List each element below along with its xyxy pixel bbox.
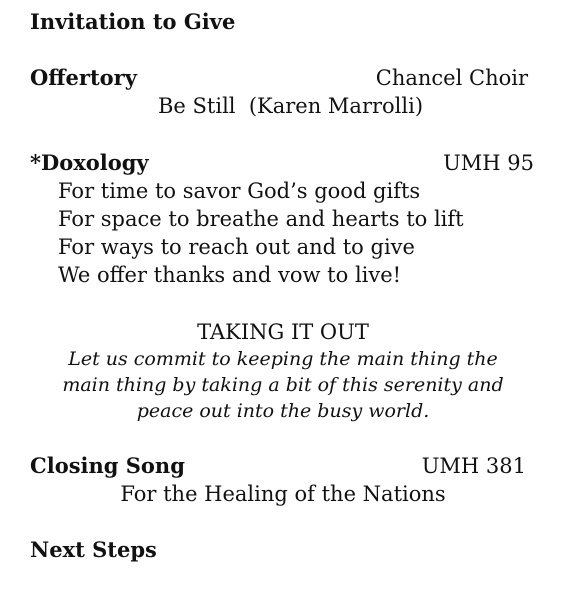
taking-it-out-title: TAKING IT OUT <box>197 320 369 344</box>
invitation-heading: Invitation to Give <box>30 9 236 34</box>
next-steps-heading: Next Steps <box>30 537 157 562</box>
taking-it-out-line: main thing by taking a bit of this serenity and <box>62 374 504 396</box>
doxology-line: For space to breathe and hearts to lift <box>58 207 464 231</box>
offertory-performer: Chancel Choir <box>375 66 528 90</box>
closing-song-heading: Closing Song <box>30 453 185 478</box>
taking-it-out-line: Let us commit to keeping the main thing the <box>68 348 498 370</box>
doxology-hymn-ref: UMH 95 <box>443 151 534 175</box>
closing-song-title: For the Healing of the Nations <box>120 482 446 506</box>
offertory-piece: Be Still (Karen Marrolli) <box>158 94 424 118</box>
doxology-line: We offer thanks and vow to live! <box>58 263 402 287</box>
offertory-heading: Offertory <box>30 65 137 90</box>
doxology-line: For ways to reach out and to give <box>58 235 415 259</box>
doxology-line: For time to savor God’s good gifts <box>58 179 421 203</box>
closing-song-hymn-ref: UMH 381 <box>421 454 526 478</box>
taking-it-out-line: peace out into the busy world. <box>136 400 430 422</box>
doxology-heading: *Doxology <box>30 150 149 175</box>
